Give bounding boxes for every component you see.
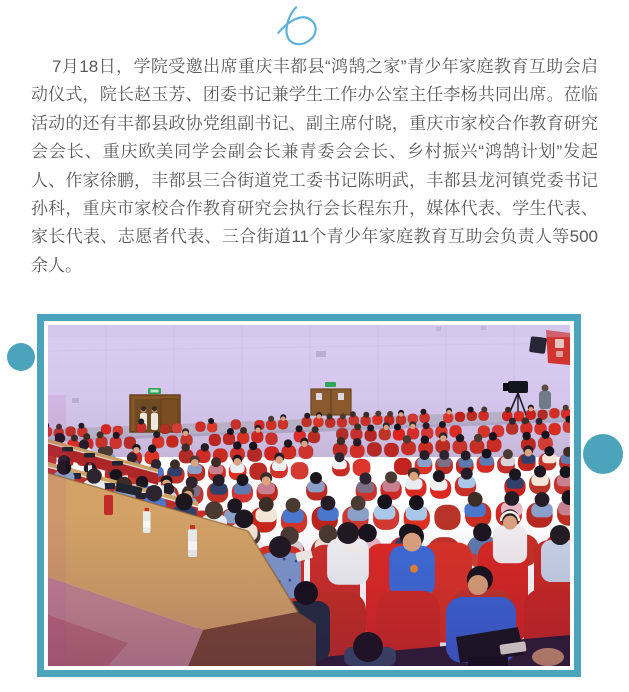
light-overlay [48,325,570,666]
article-paragraph: 7月18日，学院受邀出席重庆丰都县“鸿鹄之家”青少年家庭教育互助会启动仪式，院长赵玉芳、团委书记兼学生工作办公室主任李杨共同出席。莅临活动的还有丰都县政协党组副书记、副主席付晓，重庆市家校合作教育研究会会长、重庆欧美同学会副会长兼青委会会长、乡村振兴“鸿鹄计划”发起人、作家徐鹏，丰都县三合街道党工委书记陈明武，丰都县龙河镇党委书记孙科，重庆市家校合作教育研究会执行会长程东升，媒体代表、学生代表、家长代表、志愿者代表、三合街道11个青少年家庭教育互助会负责人等500余人。 [31,57,598,275]
event-photo[interactable] [37,314,581,677]
decorative-circle-right [583,434,623,474]
swirl-loop-icon [277,5,319,49]
auditorium-photo-illustration [48,325,570,666]
decorative-circle-left [7,343,35,371]
